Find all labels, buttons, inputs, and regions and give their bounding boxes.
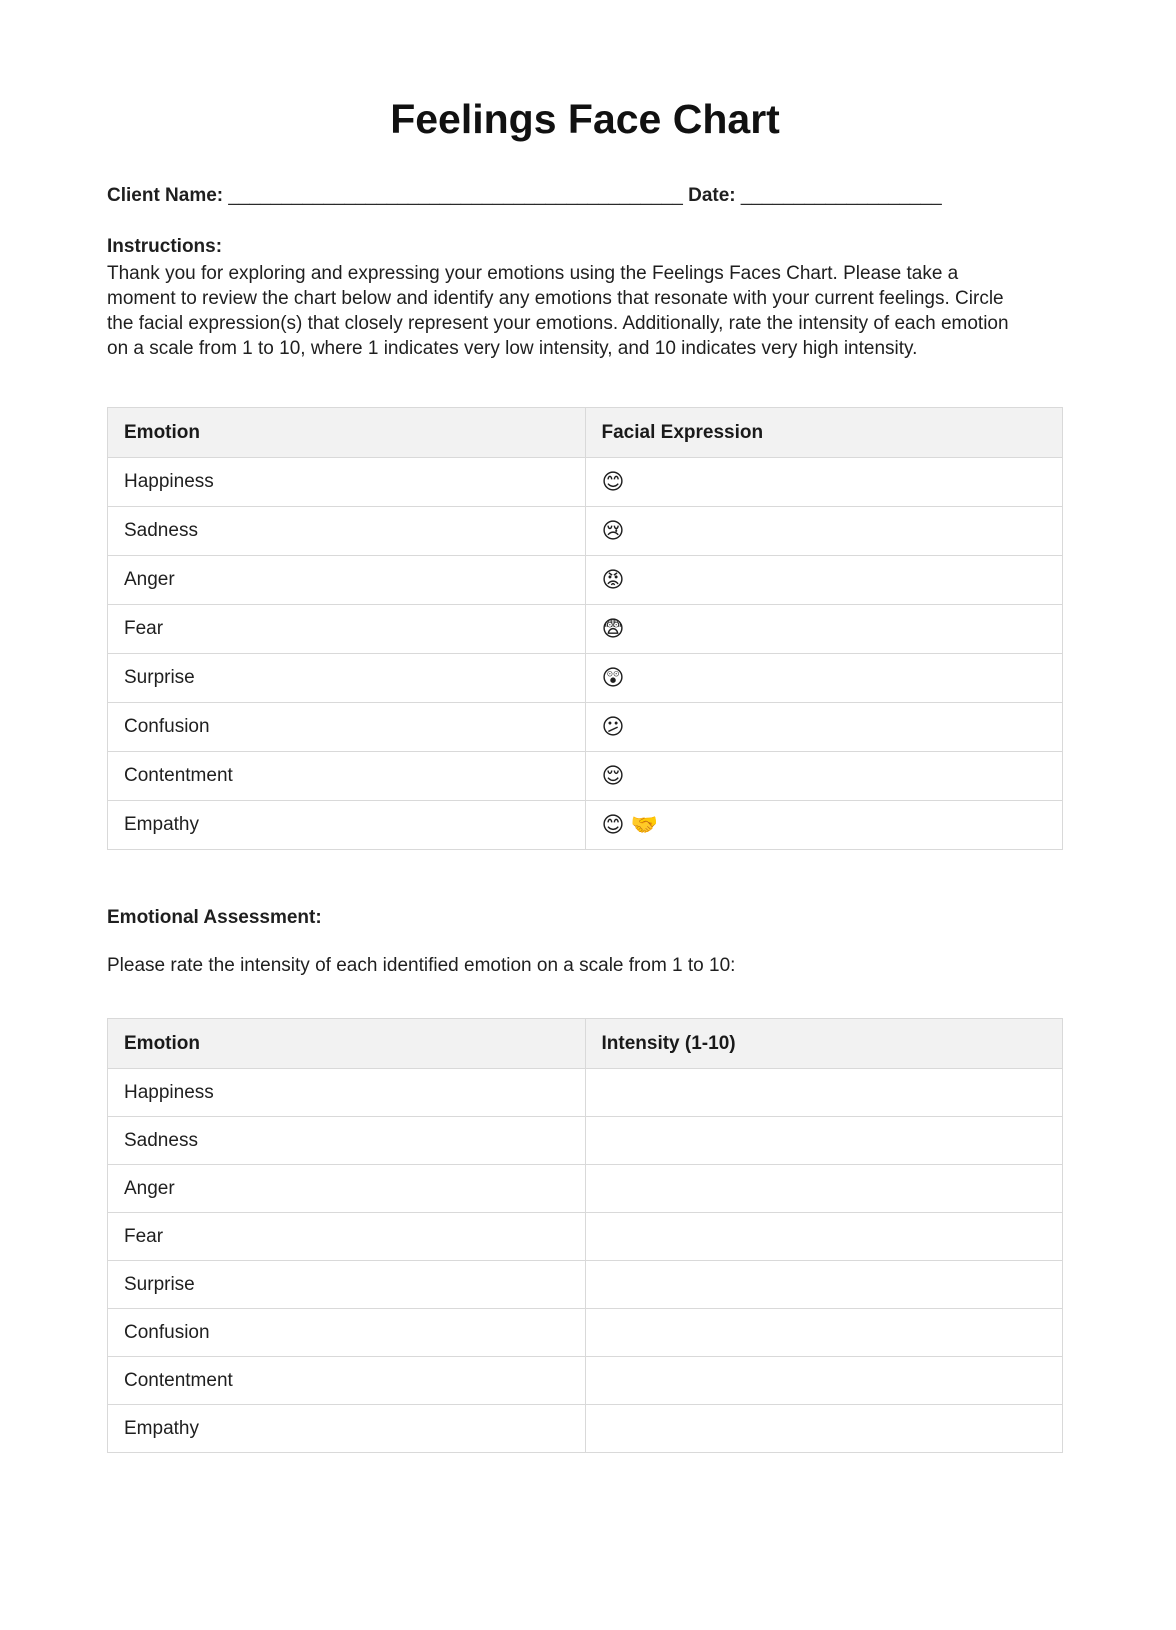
table-row: [108, 1309, 1063, 1357]
happiness-emoji[interactable]: 😊: [585, 458, 1063, 507]
anger-emoji[interactable]: 😡: [585, 556, 1063, 605]
emotion-label: Surprise: [108, 654, 586, 703]
empathy-intensity-field[interactable]: [585, 1405, 1063, 1453]
document-page: [107, 0, 1063, 1453]
instructions-heading: Instructions:: [107, 236, 223, 257]
emotion-label: Surprise: [108, 1261, 586, 1309]
table-row: [108, 1357, 1063, 1405]
emotion-label: Contentment: [108, 752, 586, 801]
table-row: [108, 752, 1063, 801]
table-row: [108, 654, 1063, 703]
emotion-column-header: Emotion: [108, 408, 586, 458]
table-row: [108, 703, 1063, 752]
date-blank-field[interactable]: ___________________: [740, 185, 942, 206]
fear-emoji[interactable]: 😨: [585, 605, 1063, 654]
table-row: [108, 507, 1063, 556]
table-row: [108, 1213, 1063, 1261]
emotional-assessment-heading: Emotional Assessment:: [107, 907, 322, 928]
page-title: Feelings Face Chart: [390, 96, 780, 142]
empathy-emoji[interactable]: 😊 🤝: [585, 801, 1063, 850]
table-row: [108, 605, 1063, 654]
surprise-emoji[interactable]: 😲: [585, 654, 1063, 703]
contentment-intensity-field[interactable]: [585, 1357, 1063, 1405]
fear-intensity-field[interactable]: [585, 1213, 1063, 1261]
emotion-label: Confusion: [108, 703, 586, 752]
emotion-label: Happiness: [108, 458, 586, 507]
table-row: [108, 1165, 1063, 1213]
confusion-emoji[interactable]: 😕: [585, 703, 1063, 752]
client-name-date-line: [107, 185, 1063, 207]
emotion-label: Empathy: [108, 801, 586, 850]
emotion-label: Empathy: [108, 1405, 586, 1453]
table-row: [108, 556, 1063, 605]
facial-expression-column-header: Facial Expression: [585, 408, 1063, 458]
table-row: [108, 1261, 1063, 1309]
client-name-blank-field[interactable]: ___________________________________________: [228, 185, 683, 206]
table-row: [108, 1117, 1063, 1165]
client-name-label: Client Name:: [107, 185, 224, 206]
emotion-label: Confusion: [108, 1309, 586, 1357]
emotional-assessment-prompt: Please rate the intensity of each identified emotion on a scale from 1 to 10:: [107, 955, 736, 976]
contentment-emoji[interactable]: 😌: [585, 752, 1063, 801]
emotion-label: Contentment: [108, 1357, 586, 1405]
date-label: Date:: [688, 185, 736, 206]
happiness-intensity-field[interactable]: [585, 1069, 1063, 1117]
table-row: [108, 801, 1063, 850]
intensity-column-header: Intensity (1-10): [585, 1019, 1063, 1069]
emotion-label: Happiness: [108, 1069, 586, 1117]
emotion-label: Anger: [108, 1165, 586, 1213]
table-row: [108, 458, 1063, 507]
sadness-emoji[interactable]: 😢: [585, 507, 1063, 556]
surprise-intensity-field[interactable]: [585, 1261, 1063, 1309]
emotion-label: Fear: [108, 1213, 586, 1261]
anger-intensity-field[interactable]: [585, 1165, 1063, 1213]
emotion-label: Sadness: [108, 1117, 586, 1165]
emotion-column-header: Emotion: [108, 1019, 586, 1069]
emotion-label: Sadness: [108, 507, 586, 556]
confusion-intensity-field[interactable]: [585, 1309, 1063, 1357]
emotion-label: Fear: [108, 605, 586, 654]
table-row: [108, 1069, 1063, 1117]
intensity-rating-table: [107, 1018, 1063, 1453]
sadness-intensity-field[interactable]: [585, 1117, 1063, 1165]
table-header-row: [108, 408, 1063, 458]
emotion-label: Anger: [108, 556, 586, 605]
table-row: [108, 1405, 1063, 1453]
instructions-body: Thank you for exploring and expressing your emotions using the Feelings Faces Chart. Please take a moment to review the chart below and identify any emotions that resonate with your current feelings. Circle the facial expression(s) that closely represent your emotions. Additionally, rate the intensity of each emotion on a scale from 1 to 10, where 1 indicates very low intensity, and 10 indicates very high intensity.: [107, 263, 1009, 359]
facial-expression-table: [107, 407, 1063, 850]
table-header-row: [108, 1019, 1063, 1069]
